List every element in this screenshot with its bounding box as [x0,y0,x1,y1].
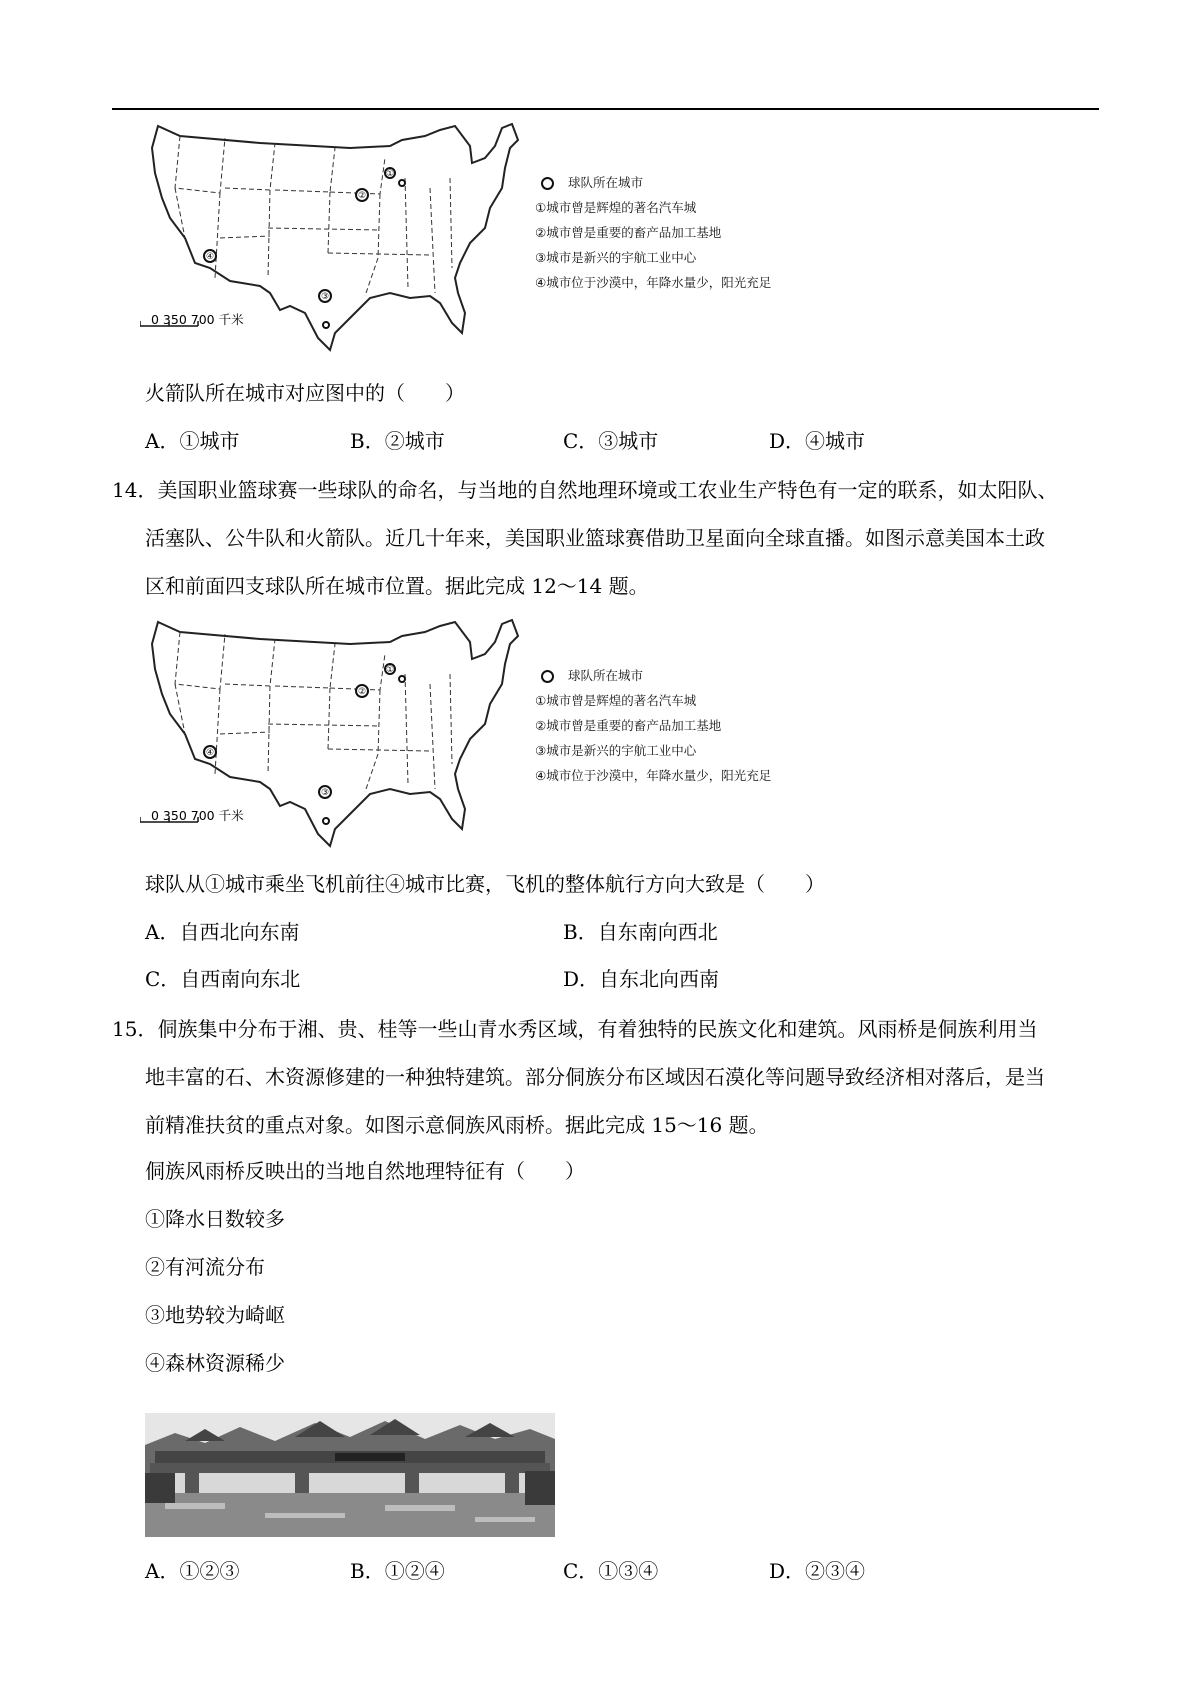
map-legend-1: 球队所在城市 ①城市曾是辉煌的著名汽车城 ②城市曾是重要的畜产品加工基地 ③城市是新兴的宇航工业中心 ④城市位于沙漠中，年降水量少，阳光充足 [535,175,772,290]
marker-4: ④ [205,748,215,758]
q13-option-a[interactable]: A．①城市 [145,429,240,453]
marker-1: ① [385,169,395,179]
scale-label-2: 0 350 700 千米 [151,808,244,823]
marker-3: ③ [320,292,330,302]
marker-4: ④ [205,252,215,262]
marker-2: ② [357,687,367,697]
q14-option-c[interactable]: C．自西南向东北 [145,967,301,991]
q13-option-b[interactable]: B．②城市 [350,429,445,453]
marker-1: ① [385,665,395,675]
q14-option-d[interactable]: D．自东北向西南 [563,967,720,991]
q15-statement-3: ③地势较为崎岖 [145,1303,285,1327]
q15-option-c[interactable]: C．①③④ [563,1559,659,1583]
city-marker-icon [541,177,554,190]
q14-option-a[interactable]: A．自西北向东南 [145,920,300,944]
q15-statement-2: ②有河流分布 [145,1255,265,1279]
marker-3: ③ [320,788,330,798]
q13-option-c[interactable]: C．③城市 [563,429,659,453]
q13-stem: 火箭队所在城市对应图中的（ ） [145,381,465,405]
q14-intro: 14．美国职业篮球赛一些球队的命名，与当地的自然地理环境或工农业生产特色有一定的联系，如太阳队、 活塞队、公牛队和火箭队。近几十年来，美国职业篮球赛借助卫星面向全球直播。如图示意美国本土政 区和前面四支球队所在城市位置。据此完成 12～14 题。 [112,478,1058,598]
q15-option-b[interactable]: B．①②④ [350,1559,445,1583]
q13-option-d[interactable]: D．④城市 [769,429,866,453]
marker-2: ② [357,191,367,201]
q15-option-d[interactable]: D．②③④ [769,1559,866,1583]
q15-stem: 侗族风雨桥反映出的当地自然地理特征有（ ） [145,1159,585,1183]
q15-statement-1: ①降水日数较多 [145,1207,285,1231]
q15-option-a[interactable]: A．①②③ [145,1559,240,1583]
q15-statement-4: ④森林资源稀少 [145,1351,285,1375]
scale-label-1: 0 350 700 千米 [151,312,244,327]
header-rule [112,108,1099,110]
wind-rain-bridge-photo [145,1413,555,1537]
q14-option-b[interactable]: B．自东南向西北 [563,920,718,944]
q14-stem: 球队从①城市乘坐飞机前往④城市比赛，飞机的整体航行方向大致是（ ） [145,872,825,896]
city-marker-icon [541,670,554,683]
map-legend-2: 球队所在城市 ①城市曾是辉煌的著名汽车城 ②城市曾是重要的畜产品加工基地 ③城市是新兴的宇航工业中心 ④城市位于沙漠中，年降水量少，阳光充足 [535,668,772,783]
q15-intro: 15．侗族集中分布于湘、贵、桂等一些山青水秀区域，有着独特的民族文化和建筑。风雨桥是侗族利用当 地丰富的石、木资源修建的一种独特建筑。部分侗族分布区域因石漠化等问题导致经济相对落后，是当 前精准扶贫的重点对象。如图示意侗族风雨桥。据此完成 15～16 题。 [112,1017,1045,1137]
